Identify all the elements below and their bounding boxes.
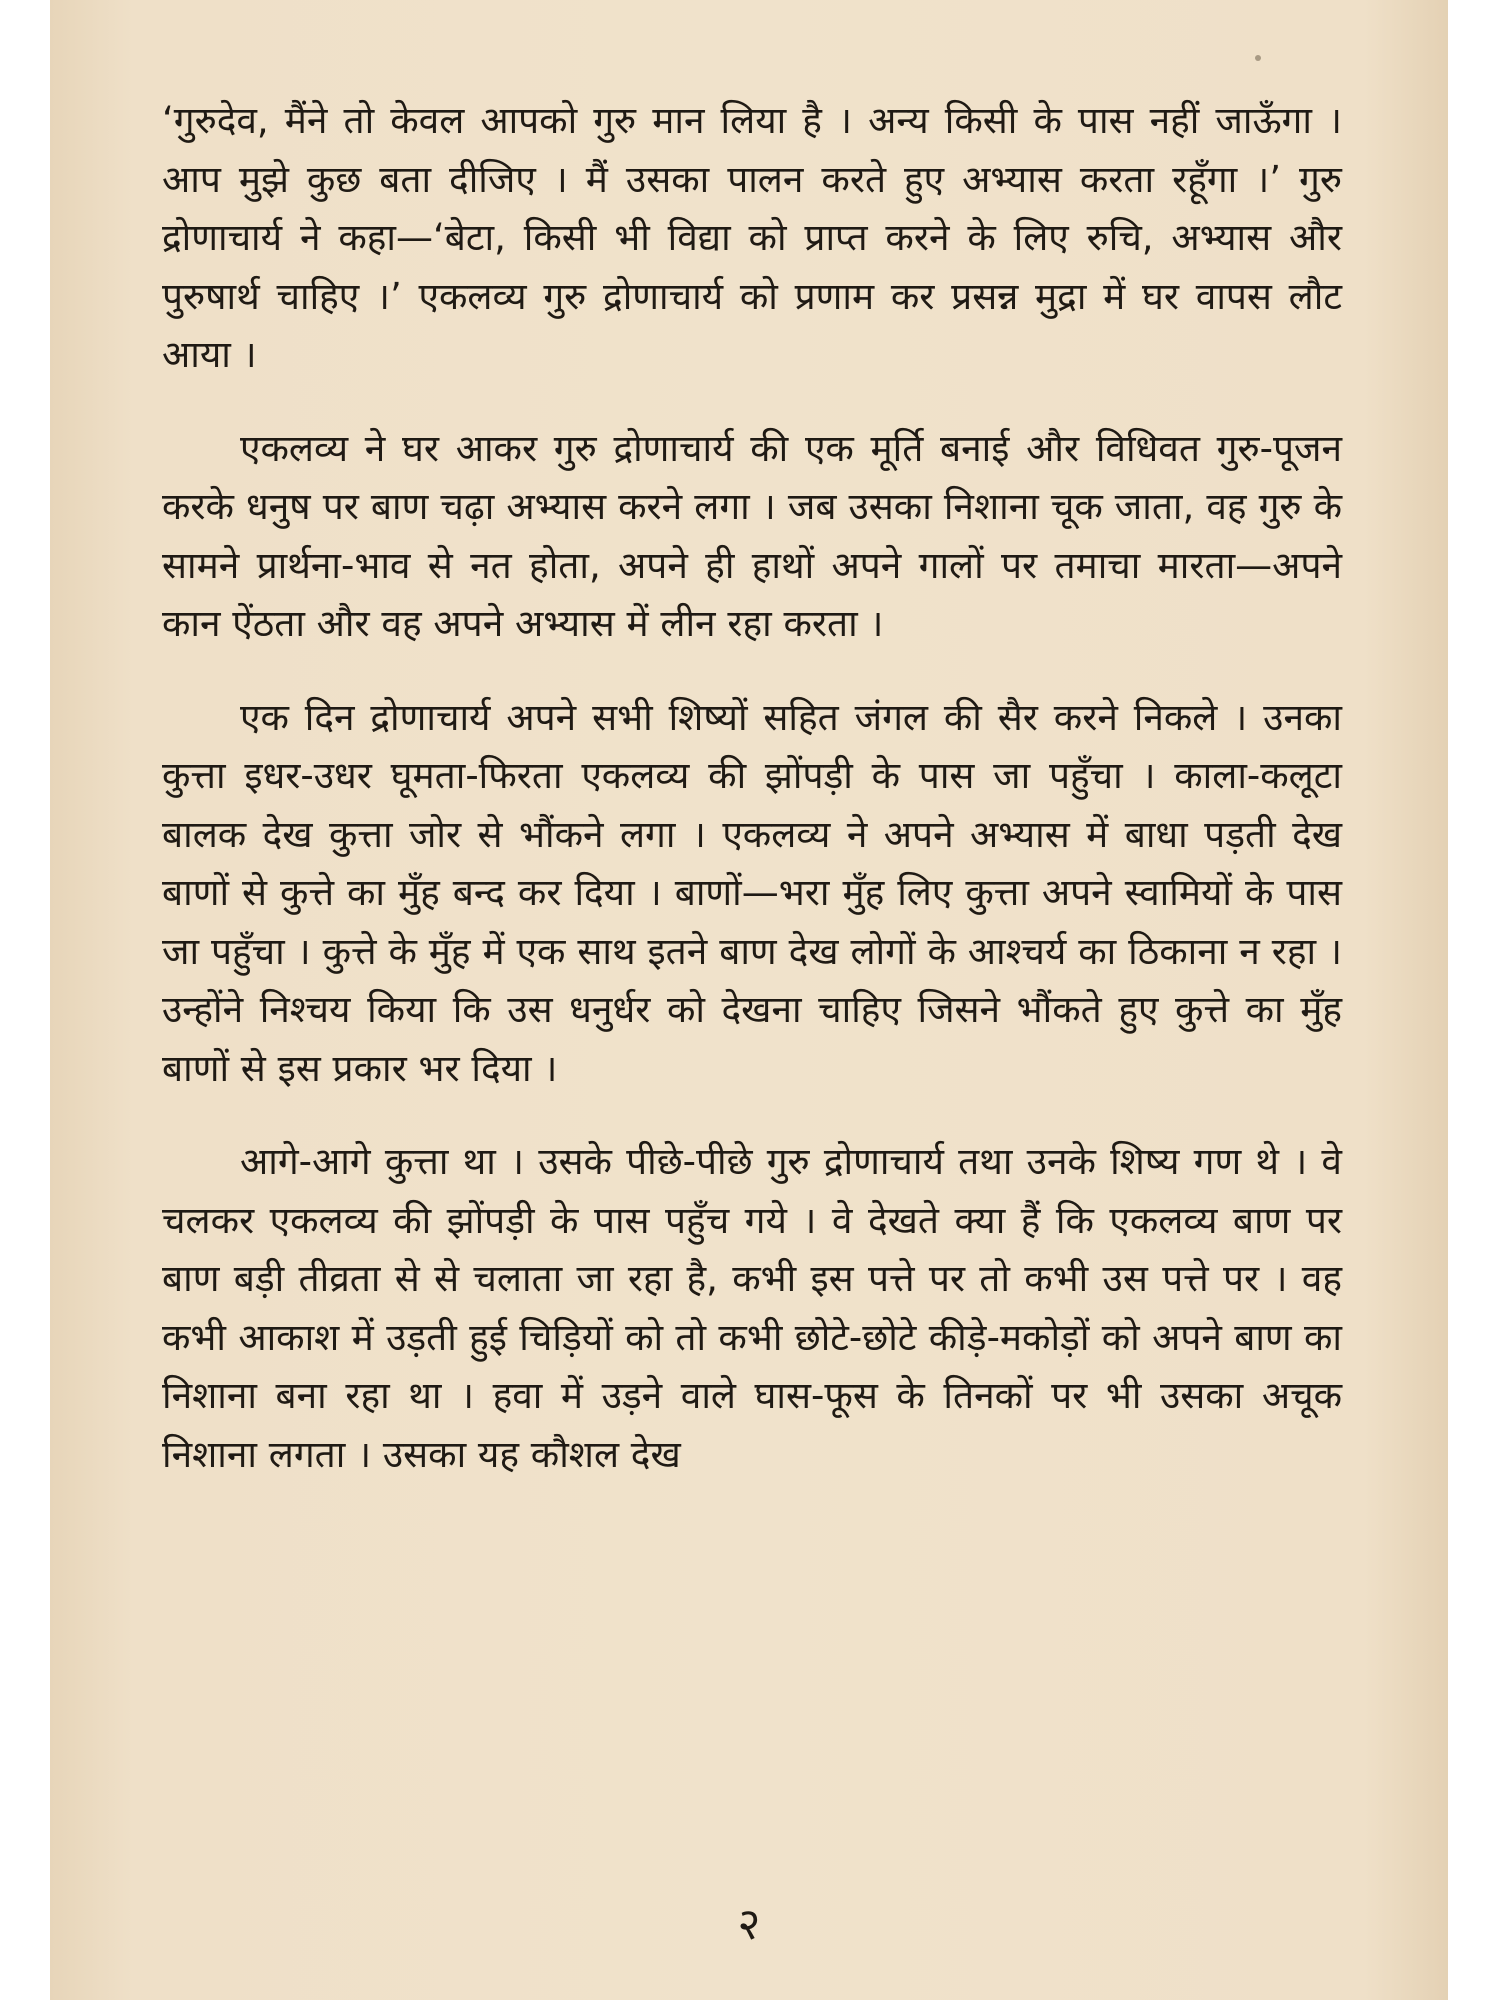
- paragraph-1: ‘गुरुदेव, मैंने तो केवल आपको गुरु मान लिया है । अन्य किसी के पास नहीं जाऊँगा । आप मुझे कुछ बता दीजिए । मैं उसका पालन करते हुए अभ्यास करता रहूँगा ।’ गुरु द्रोणाचार्य ने कहा—‘बेटा, किसी भी विद्या को प्राप्त करने के लिए रुचि, अभ्यास और पुरुषार्थ चाहिए ।’ एकलव्य गुरु द्रोणाचार्य को प्रणाम कर प्रसन्न मुद्रा में घर वापस लौट आया ।: [162, 99, 1342, 376]
- paragraph-3: एक दिन द्रोणाचार्य अपने सभी शिष्यों सहित जंगल की सैर करने निकले । उनका कुत्ता इधर-उधर घूमता-फिरता एकलव्य की झोंपड़ी के पास जा पहुँचा । काला-कलूटा बालक देख कुत्ता जोर से भौंकने लगा । एकलव्य ने अपने अभ्यास में बाधा पड़ती देख बाणों से कुत्ते का मुँह बन्द कर दिया । बाणों—भरा मुँह लिए कुत्ता अपने स्वामियों के पास जा पहुँचा । कुत्ते के मुँह में एक साथ इतने बाण देख लोगों के आश्चर्य का ठिकाना न रहा । उन्होंने निश्चय किया कि उस धनुर्धर को देखना चाहिए जिसने भौंकते हुए कुत्ते का मुँह बाणों से इस प्रकार भर दिया ।: [162, 695, 1342, 1090]
- page-number: २: [737, 1899, 761, 1950]
- paragraph-2: एकलव्य ने घर आकर गुरु द्रोणाचार्य की एक मूर्ति बनाई और विधिवत गुरु-पूजन करके धनुष पर बाण चढ़ा अभ्यास करने लगा । जब उसका निशाना चूक जाता, वह गुरु के सामने प्रार्थना-भाव से नत होता, अपने ही हाथों अपने गालों पर तमाचा मारता—अपने कान ऐंठता और वह अपने अभ्यास में लीन रहा करता ।: [162, 426, 1342, 645]
- paragraph-4: आगे-आगे कुत्ता था । उसके पीछे-पीछे गुरु द्रोणाचार्य तथा उनके शिष्य गण थे । वे चलकर एकलव्य की झोंपड़ी के पास पहुँच गये । वे देखते क्या हैं कि एकलव्य बाण पर बाण बड़ी तीव्रता से से चलाता जा रहा है, कभी इस पत्ते पर तो कभी उस पत्ते पर । वह कभी आकाश में उड़ती हुई चिड़ियों को तो कभी छोटे-छोटे कीड़े-मकोड़ों को अपने बाण का निशाना बना रहा था । हवा में उड़ने वाले घास-फूस के तिनकों पर भी उसका अचूक निशाना लगता । उसका यह कौशल देख: [162, 1140, 1342, 1476]
- page-body-text: [162, 92, 1342, 1519]
- book-page: [50, 0, 1448, 2000]
- paper-speck: [1255, 55, 1261, 61]
